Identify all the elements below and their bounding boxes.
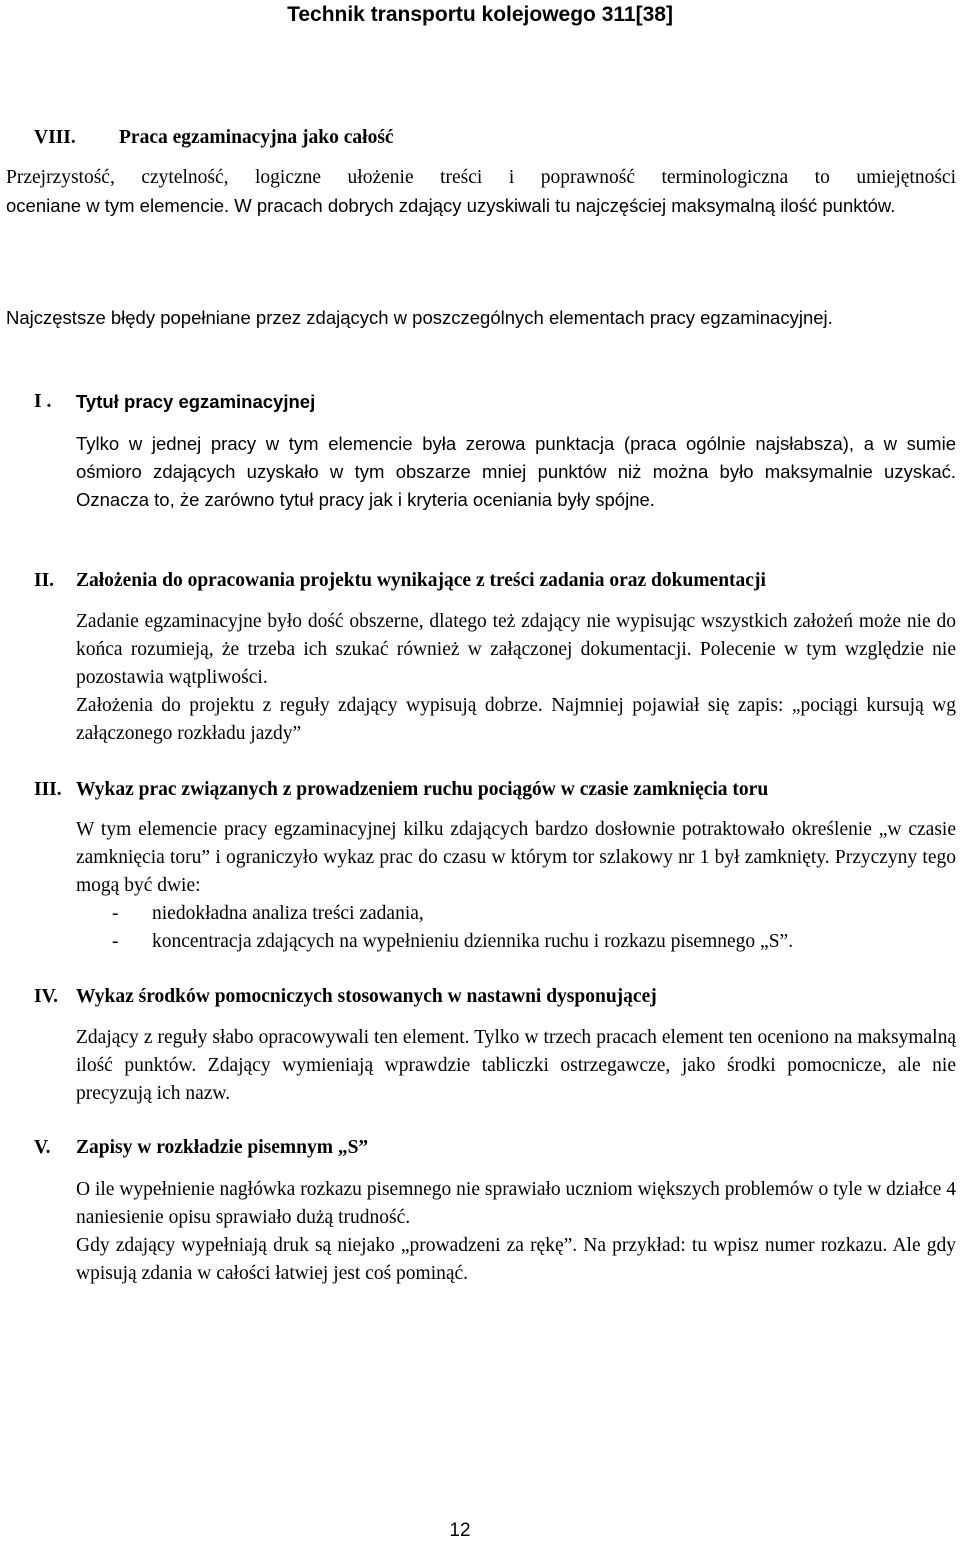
section-viii-number: VIII. — [34, 127, 76, 148]
section-iii-body — [76, 816, 956, 956]
section-iii-bullet — [112, 900, 956, 928]
section-v-title: Zapisy w rozkładzie pisemnym „S” — [76, 1137, 369, 1158]
section-viii-paragraph-line1: Przejrzystość, czytelność, logiczne ułożenie treści i poprawność terminologiczna to umiejętności — [6, 167, 956, 188]
section-ii-title: Założenia do opracowania projektu wynikające z treści zadania oraz dokumentacji — [76, 570, 766, 591]
section-ii-body — [76, 608, 956, 748]
section-ii-number: II. — [34, 570, 55, 591]
section-iv-number: IV. — [34, 986, 59, 1007]
bullet-dash: - — [112, 903, 119, 924]
section-iii-paragraph: W tym elemencie pracy egzaminacyjnej kilku zdających bardzo dosłownie potraktowało określenie „w czasie zamknięcia toru” i ograniczyło wykaz prac do czasu w którym tor szlakowy nr 1 był zamknięty. Przyczyny tego mogą być dwie: — [76, 819, 956, 896]
section-iii-title: Wykaz prac związanych z prowadzeniem ruchu pociągów w czasie zamknięcia toru — [76, 779, 769, 800]
section-iii-bullet — [112, 928, 956, 956]
section-v-paragraph1: O ile wypełnienie nagłówka rozkazu pisemnego nie sprawiało uczniom większych problemów o tyle w działce 4 naniesienie opisu sprawiało dużą trudność. — [76, 1179, 956, 1228]
section-iii-number: III. — [34, 779, 62, 800]
section-iv-title: Wykaz środków pomocniczych stosowanych w nastawni dysponującej — [76, 986, 657, 1007]
section-iv-paragraph: Zdający z reguły słabo opracowywali ten element. Tylko w trzech pracach element ten oceniono na maksymalną ilość punktów. Zdający wymieniają wprawdzie tabliczki ostrzegawcze, jako środki pomocnicze, ale nie precyzują ich nazw. — [76, 1027, 956, 1104]
section-iii-bullet-text: koncentracja zdających na wypełnieniu dziennika ruchu i rozkazu pisemnego „S”. — [152, 931, 794, 952]
section-i-number: I . — [34, 391, 52, 412]
section-i-title: Tytuł pracy egzaminacyjnej — [76, 391, 316, 412]
section-ii-paragraph1: Zadanie egzaminacyjne było dość obszerne, dlatego też zdający nie wypisując wszystkich założeń może nie do końca rozumieją, że trzeba ich szukać również w załączonej dokumentacji. Polecenie w tym względzie nie pozostawia wątpliwości. — [76, 611, 956, 688]
section-iii-bullet-text: niedokładna analiza treści zadania, — [152, 903, 424, 924]
section-i-paragraph: Tylko w jednej pracy w tym elemencie była zerowa punktacja (praca ogólnie najsłabsza), a w sumie ośmioro zdających uzyskało w tym obszarze mniej punktów niż można było maksymalnie uzyskać. Oznacza to, że zarówno tytuł pracy jak i kryteria oceniania były spójne. — [76, 433, 956, 510]
section-ii-paragraph2: Założenia do projektu z reguły zdający wypisują dobrze. Najmniej pojawiał się zapis: „pociągi kursują wg załączonego rozkładu jazdy” — [76, 695, 956, 744]
section-viii-paragraph — [6, 164, 956, 220]
section-viii-title: Praca egzaminacyjna jako całość — [119, 127, 394, 148]
bullet-dash: - — [112, 931, 119, 952]
section-viii-paragraph-rest: oceniane w tym elemencie. W pracach dobrych zdający uzyskiwali tu najczęściej maksymalną ilość punktów. — [6, 195, 896, 216]
section-v-paragraph2: Gdy zdający wypełniają druk są niejako „prowadzeni za rękę”. Na przykład: tu wpisz numer rozkazu. Ale gdy wpisują zdania w całości łatwiej jest coś pominąć. — [76, 1235, 956, 1284]
section-v-body — [76, 1176, 956, 1288]
page-number: 12 — [449, 1520, 471, 1541]
section-v-number: V. — [34, 1137, 51, 1158]
header-title: Technik transportu kolejowego 311[38] — [287, 3, 673, 26]
errors-intro: Najczęstsze błędy popełniane przez zdających w poszczególnych elementach pracy egzaminacyjnej. — [6, 307, 833, 328]
